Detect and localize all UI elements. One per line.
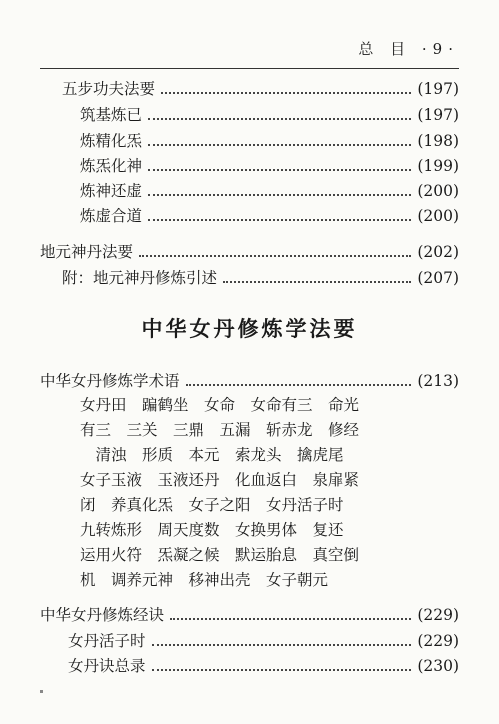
- toc-label: 炼精化炁: [80, 132, 143, 150]
- toc-page: (199): [417, 157, 459, 175]
- header-rule: [40, 68, 459, 69]
- toc-label: 地元神丹法要: [40, 243, 134, 261]
- toc-page: (200): [417, 182, 459, 200]
- toc-label: 炼虚合道: [80, 207, 143, 225]
- toc-entry-fu[interactable]: [62, 266, 459, 288]
- toc-label: 女丹活子时: [68, 632, 146, 650]
- leader-dots: [148, 169, 411, 171]
- toc-entry-shuyu[interactable]: [40, 369, 459, 391]
- toc-page: (229): [417, 632, 459, 650]
- toc-entry-wubu[interactable]: [62, 77, 459, 99]
- leader-dots: [148, 118, 411, 120]
- toc-label: 中华女丹修炼学术语: [40, 372, 180, 390]
- toc-page: (197): [417, 80, 459, 98]
- glossary-line: 机 调养元神 移神出壳 女子朝元: [80, 571, 329, 589]
- toc-label: 五步功夫法要: [62, 80, 156, 98]
- glossary-line: 有三 三关 三鼎 五漏 斩赤龙 修经: [80, 421, 360, 439]
- toc-label: 附：地元神丹修炼引述: [62, 269, 218, 287]
- toc-page: (197): [417, 106, 459, 124]
- leader-dots: [148, 144, 411, 146]
- glossary-line: 运用火符 炁凝之候 默运胎息 真空倒: [80, 546, 360, 564]
- leader-dots: [186, 384, 412, 386]
- toc-label: 女丹诀总录: [68, 657, 146, 675]
- leader-dots: [223, 281, 411, 283]
- leader-dots: [152, 669, 412, 671]
- toc-page: (229): [417, 606, 459, 624]
- glossary-line: 女丹田 蹁鹤坐 女命 女命有三 命光: [80, 396, 360, 414]
- toc-entry-jingjue[interactable]: [40, 603, 459, 625]
- toc-entry-diyuan[interactable]: [40, 240, 459, 262]
- glossary-line: 闭 养真化炁 女子之阳 女丹活子时: [80, 496, 344, 514]
- toc-label: 炼炁化神: [80, 157, 143, 175]
- glossary-line: 九转炼形 周天度数 女换男体 复还: [80, 521, 344, 539]
- section-title: 中华女丹修炼学法要: [141, 316, 358, 341]
- toc-page: (200): [417, 207, 459, 225]
- toc-page: (202): [417, 243, 459, 261]
- toc-page: (207): [417, 269, 459, 287]
- toc-entry-zonglu[interactable]: [68, 654, 459, 676]
- running-header: 总 目 ·9·: [358, 40, 459, 58]
- toc-label: 中华女丹修炼经诀: [40, 606, 165, 624]
- toc-page: (213): [417, 372, 459, 390]
- toc-label: 筑基炼已: [80, 106, 143, 124]
- leader-dots: [139, 255, 411, 257]
- leader-dots: [170, 618, 411, 620]
- toc-page: (230): [417, 657, 459, 675]
- leader-dots: [152, 644, 412, 646]
- toc-entry-lianjing[interactable]: [80, 129, 459, 151]
- leader-dots: [148, 194, 411, 196]
- glossary-terms: [80, 393, 440, 593]
- leader-dots: [148, 219, 411, 221]
- toc-entry-huozishi[interactable]: [68, 629, 459, 651]
- toc-entry-lianqi[interactable]: [80, 154, 459, 176]
- toc-label: 炼神还虚: [80, 182, 143, 200]
- glossary-line: 女子玉液 玉液还丹 化血返白 泉扉紧: [80, 471, 360, 489]
- toc-entry-lianxu[interactable]: [80, 204, 459, 226]
- toc-entry-lianshen[interactable]: [80, 179, 459, 201]
- toc-page: (198): [417, 132, 459, 150]
- toc-entry-zhuji[interactable]: [80, 103, 459, 125]
- page-speck: [40, 690, 43, 693]
- leader-dots: [161, 92, 411, 94]
- glossary-line: 清浊 形质 本元 索龙头 擒虎尾: [80, 446, 344, 464]
